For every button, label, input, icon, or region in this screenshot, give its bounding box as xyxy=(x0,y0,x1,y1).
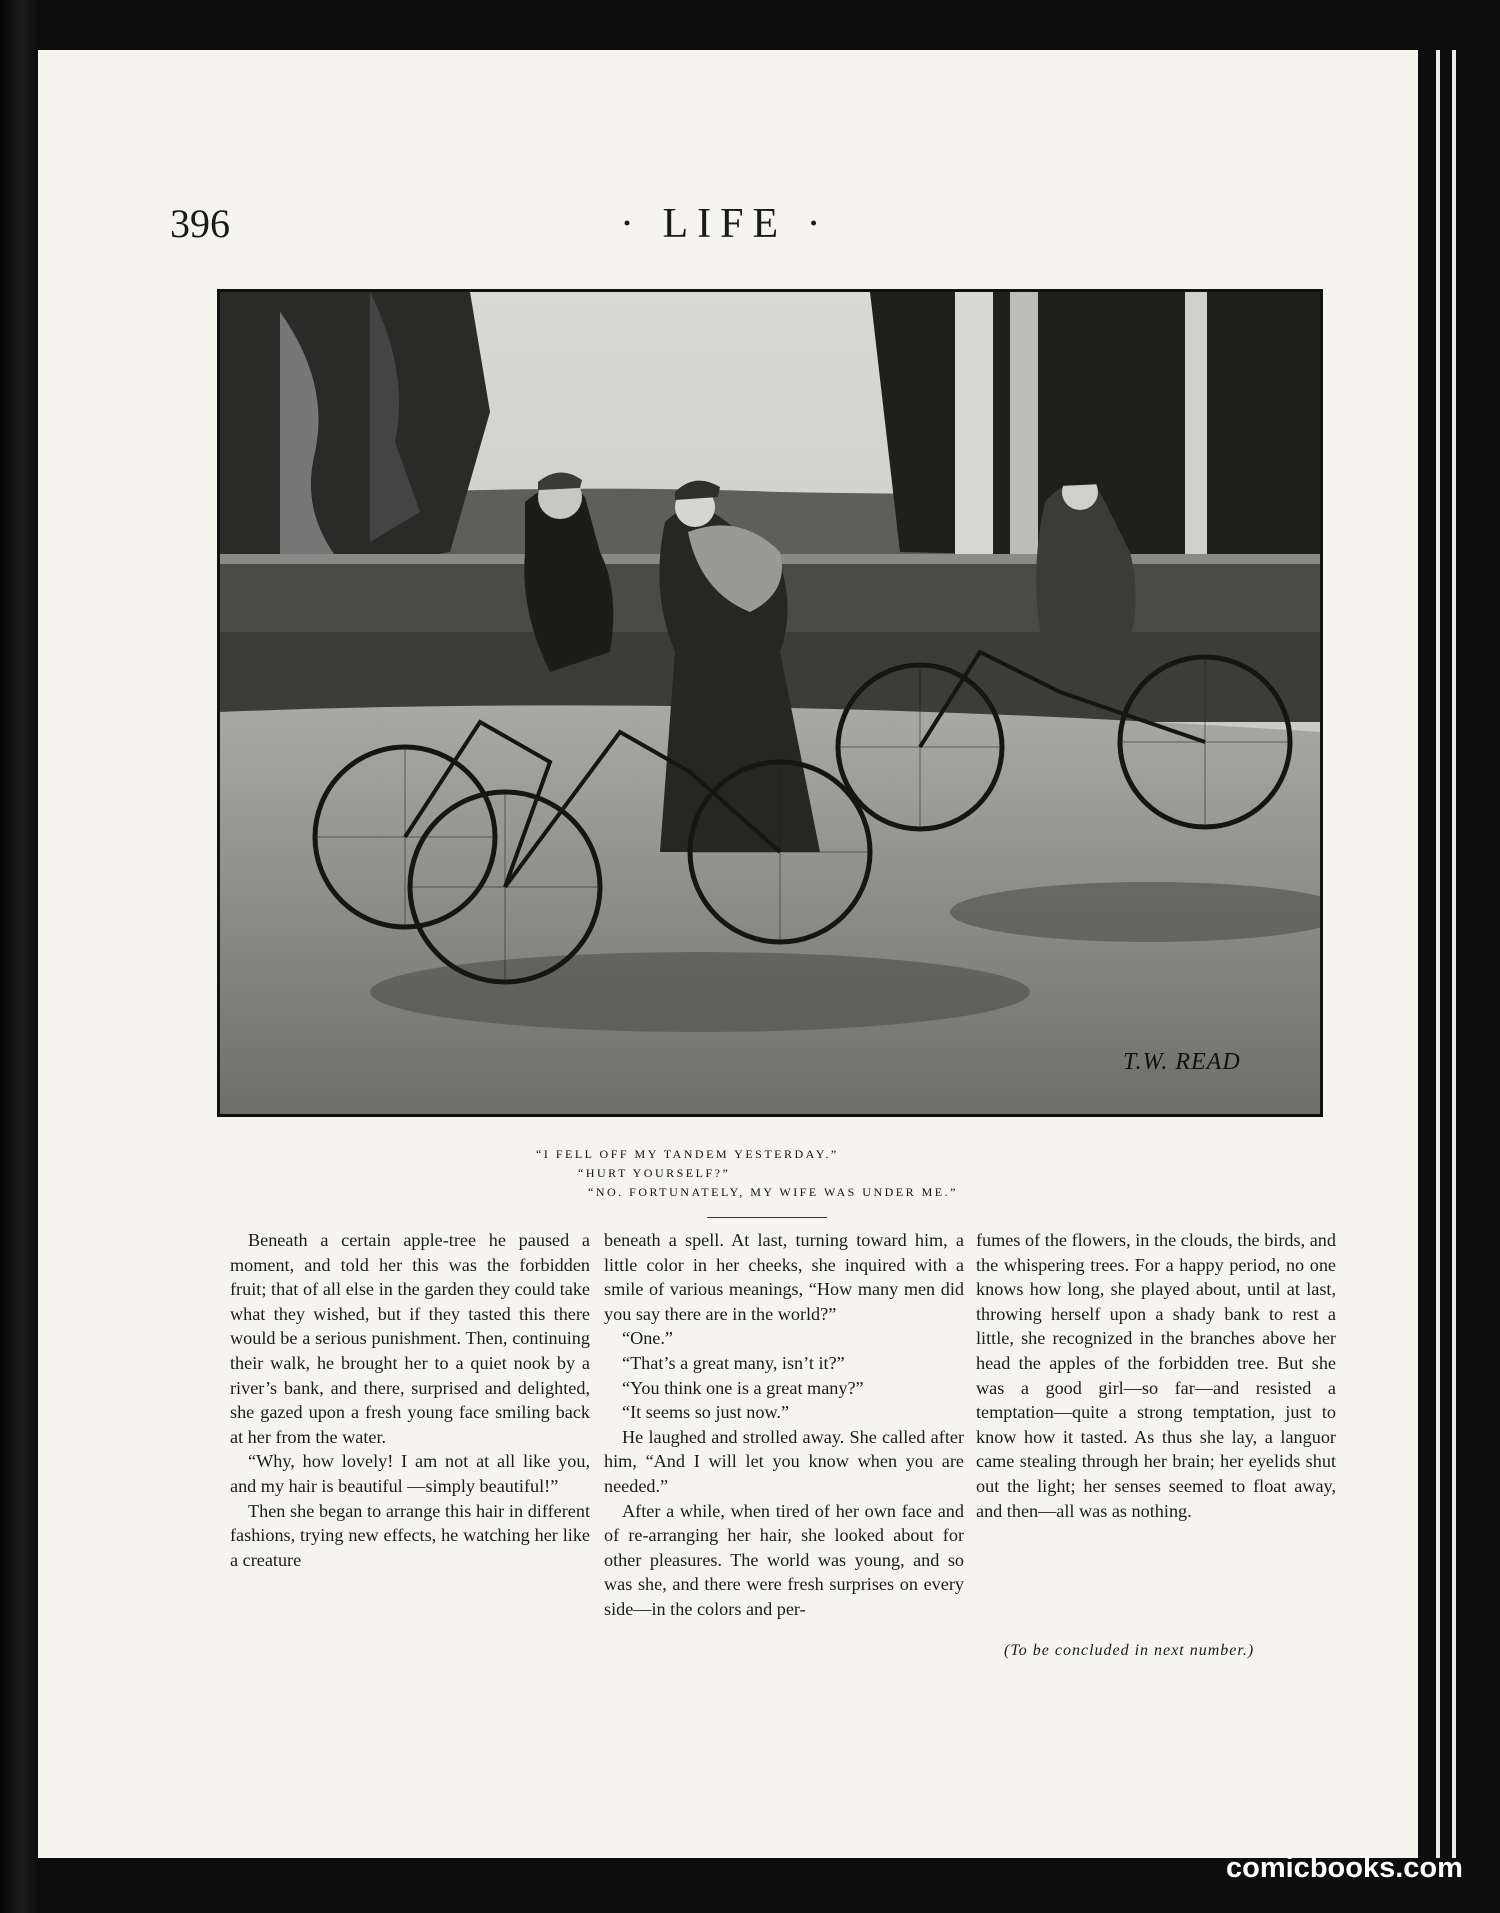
story-paragraph: Then she began to arrange this hair in different fashions, trying new effects, he watching her like a creature xyxy=(230,1500,590,1570)
story-paragraph: Beneath a certain apple-tree he paused a moment, and told her this was the forbidden fruit; that of all else in the garden they could take what they wished, but if they tasted this there would be a serious punishment. Then, continuing their walk, he brought her to a quiet nook by a river’s bank, and there, surprised and delighted, she gazed upon a fresh young face smiling back at her from the water. xyxy=(230,1230,590,1447)
page-number: 396 xyxy=(170,201,230,246)
site-watermark: comicbooks.com xyxy=(1226,1852,1463,1884)
next-page-edge xyxy=(1418,50,1478,1858)
story-column-3 xyxy=(976,1228,1336,1523)
continued-note: (To be concluded in next number.) xyxy=(1004,1642,1255,1659)
cyclists-illustration xyxy=(217,289,1323,1117)
artist-signature: T.W. READ xyxy=(1123,1049,1241,1075)
story-paragraph: After a while, when tired of her own face and of re-arranging her hair, she looked about for other pleasures. The world was young, and so was she, and there were fresh surprises on every side—in the colors and per- xyxy=(604,1500,964,1619)
caption-divider xyxy=(707,1217,827,1218)
story-column-1 xyxy=(230,1228,590,1572)
story-column-2 xyxy=(604,1228,964,1622)
story-paragraph: “You think one is a great many?” xyxy=(622,1377,864,1398)
illustration-caption xyxy=(500,1145,1200,1202)
story-paragraph: “One.” xyxy=(622,1328,673,1349)
story-paragraph: He laughed and strolled away. She called after him, “And I will let you know when you are needed.” xyxy=(604,1426,964,1496)
caption-line: “NO. FORTUNATELY, MY WIFE WAS UNDER ME.” xyxy=(588,1185,958,1199)
illustration-drawing xyxy=(220,292,1320,1114)
story-paragraph: “Why, how lovely! I am not at all like you, and my hair is beautiful —simply beautiful!” xyxy=(230,1451,590,1496)
masthead-title: · LIFE · xyxy=(620,201,830,247)
story-paragraph: beneath a spell. At last, turning toward him, a little color in her cheeks, she inquired with a smile of various meanings, “How many men did you say there are in the world?” xyxy=(604,1230,964,1324)
story-paragraph: “That’s a great many, isn’t it?” xyxy=(622,1352,845,1373)
story-paragraph: fumes of the flowers, in the clouds, the birds, and the whispering trees. For a happy period, no one knows how long, she played about, until at last, throwing herself upon a shady bank to rest a little, she recognized in the branches above her head the apples of the forbidden tree. But she was a good girl—so far—and resisted a temptation—quite a strong temptation, just to know how it tasted. As thus she lay, a languor came stealing through her brain; her eyelids shut out the light; her senses seemed to float away, and then—all was as nothing. xyxy=(976,1230,1336,1521)
story-paragraph: “It seems so just now.” xyxy=(622,1402,790,1423)
book-binding-edge xyxy=(0,0,38,1913)
caption-line: “HURT YOURSELF?” xyxy=(578,1166,731,1180)
caption-line: “I FELL OFF MY TANDEM YESTERDAY.” xyxy=(536,1147,839,1161)
